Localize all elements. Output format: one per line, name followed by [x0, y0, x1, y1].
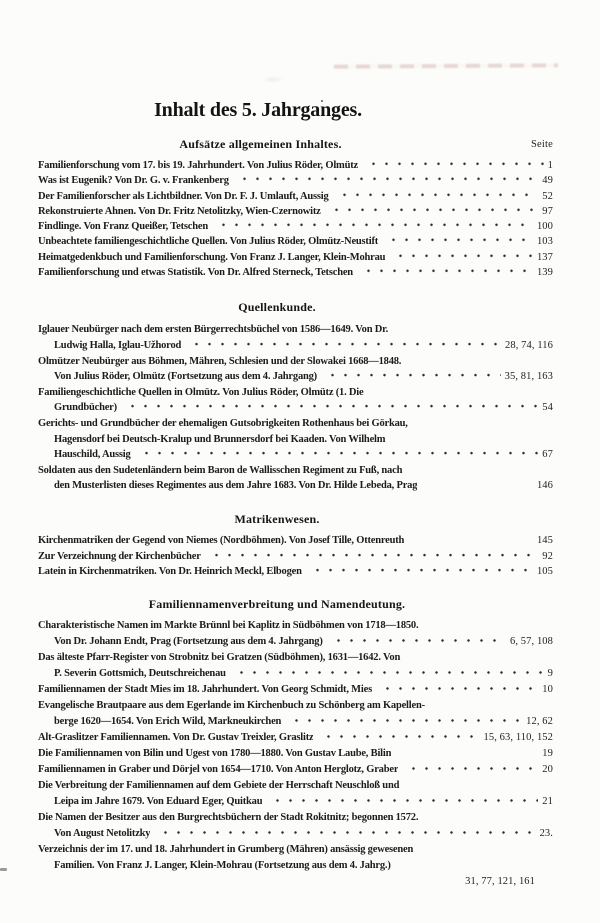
toc-line — [38, 158, 553, 173]
toc-line: Gerichts- und Grundbücher der ehemaligen Gutsobrigkeiten Rothenhaus bei Görkau, — [38, 417, 408, 429]
toc-line — [38, 666, 553, 682]
toc-entries — [38, 322, 553, 494]
toc-line — [38, 549, 553, 565]
title-block — [38, 0, 553, 123]
entry-text: Familienforschung vom 17. bis 19. Jahrhundert. Von Julius Röder, Olmütz — [38, 160, 359, 171]
dot-leader — [328, 204, 539, 219]
dot-leader — [138, 447, 539, 463]
toc-section — [38, 299, 553, 494]
entry-text: Hauschild, Aussig — [54, 449, 131, 461]
toc-line — [38, 762, 553, 778]
page-number: 20 — [542, 763, 553, 775]
toc-line — [38, 204, 553, 219]
dot-leader — [288, 714, 522, 730]
page-number: 23. — [539, 827, 553, 839]
dot-leader — [392, 250, 533, 265]
entry-text: den Musterlisten dieses Regimentes aus dem Jahre 1683. Von Dr. Hilde Lebeda, Prag — [54, 480, 418, 492]
dot-leader — [324, 369, 501, 385]
dot-leader — [360, 265, 533, 280]
entry-text: Grundbücher) — [54, 402, 117, 414]
page-number: 19 — [542, 747, 553, 759]
page-number: 97 — [542, 205, 553, 217]
page-number: 1 — [547, 160, 553, 171]
dot-leader — [424, 478, 533, 494]
dot-leader — [236, 173, 539, 188]
entry-text: Alt-Graslitzer Familiennamen. Von Dr. Gustav Treixler, Graslitz — [38, 731, 314, 743]
toc-section — [38, 596, 553, 890]
toc-line: Die Verbreitung der Familiennamen auf dem Gebiete der Herrschaft Neuschloß und — [38, 779, 400, 791]
toc-line — [38, 400, 553, 416]
section-heading: Aufsätze allgemeinen Inhaltes. — [179, 137, 342, 151]
page-number: 137 — [536, 251, 553, 263]
entry-text: P. Severin Gottsmich, Deutschreichenau — [54, 667, 226, 679]
text-column — [38, 0, 553, 890]
entry-text: Familiennamen der Stadt Mies im 18. Jahrhundert. Von Georg Schmidt, Mies — [38, 683, 372, 695]
dot-leader — [157, 826, 535, 842]
page-number: 52 — [542, 190, 553, 202]
toc-sections — [38, 136, 553, 890]
dot-leader — [309, 564, 533, 580]
page-number-line: 31, 77, 121, 161 — [465, 875, 535, 887]
dot-leader — [379, 682, 538, 698]
toc-line: Charakteristische Namen im Markte Brünnl bei Kaplitz in Südböhmen von 1718—1850. — [38, 619, 419, 631]
toc-section — [38, 511, 553, 580]
toc-line — [38, 794, 553, 810]
page-number: 100 — [536, 221, 553, 233]
entry-text: Unbeachtete familiengeschichtliche Quellen. Von Julius Röder, Olmütz-Neustift — [38, 236, 379, 248]
toc-line — [38, 173, 553, 188]
dot-leader — [215, 219, 533, 234]
toc-line — [38, 634, 553, 650]
dot-leader — [124, 400, 538, 416]
toc-line — [38, 714, 553, 730]
entry-text: Von Dr. Johann Endt, Prag (Fortsetzung aus dem 4. Jahrgang) — [54, 635, 323, 647]
entry-text: Leipa im Jahre 1679. Von Eduard Eger, Quitkau — [54, 795, 263, 807]
entry-text: Familiennamen in Graber und Dörjel von 1654—1710. Von Anton Herglotz, Graber — [38, 763, 399, 775]
entry-text: Zur Verzeichnung der Kirchenbücher — [38, 550, 201, 562]
entry-text: Von Julius Röder, Olmütz (Fortsetzung aus dem 4. Jahrgang) — [54, 371, 317, 383]
page-column-label: Seite — [531, 139, 553, 150]
toc-section — [38, 136, 553, 280]
toc-line: Olmützer Neubürger aus Böhmen, Mähren, Schlesien und der Slowakei 1668—1848. — [38, 355, 402, 367]
toc-line — [38, 730, 553, 746]
entry-text: Familienforschung und etwas Statistik. Von Dr. Alfred Sterneck, Tetschen — [38, 267, 353, 279]
section-heading-row — [38, 511, 553, 526]
scan-edge-mark-artifact — [0, 868, 7, 871]
toc-line — [38, 234, 553, 249]
toc-entries — [38, 618, 553, 890]
toc-line — [38, 250, 553, 265]
toc-line: Familien. Von Franz J. Langer, Klein-Mohrau (Fortsetzung aus dem 4. Jahrg.) — [54, 859, 391, 871]
toc-line — [38, 219, 553, 234]
toc-line: Evangelische Brautpaare aus dem Egerlande im Kirchenbuch zu Schönberg am Kapellen- — [38, 699, 425, 711]
toc-line: Iglauer Neubürger nach dem ersten Bürgerrechtsbüchel von 1586—1649. Von Dr. — [38, 324, 389, 336]
section-heading-row — [38, 596, 553, 611]
toc-line — [38, 682, 553, 698]
page-number: 9 — [547, 667, 553, 679]
toc-line: Soldaten aus den Sudetenländern beim Baron de Wallisschen Regiment zu Fuß, nach — [38, 464, 403, 476]
page-number: 28, 74, 116 — [505, 339, 553, 351]
page-number: 35, 81, 163 — [504, 371, 553, 383]
toc-line: Verzeichnis der im 17. und 18. Jahrhundert in Grumberg (Mähren) ansässig gewesenen — [38, 843, 414, 855]
dot-leader — [269, 794, 538, 810]
dot-leader — [320, 730, 479, 746]
section-heading-row — [38, 136, 553, 151]
dot-leader — [411, 533, 533, 549]
page-number: 92 — [542, 550, 553, 562]
dot-leader — [188, 338, 501, 354]
dot-leader — [405, 762, 538, 778]
page-number: 103 — [536, 236, 553, 248]
entry-text: Ludwig Halla, Iglau-Užhorod — [54, 339, 182, 351]
toc-line — [38, 826, 553, 842]
page-number: 146 — [536, 480, 553, 492]
entry-text: Kirchenmatriken der Gegend von Niemes (Nordböhmen). Von Josef Tille, Ottenreuth — [38, 534, 405, 546]
page-number: 105 — [536, 566, 553, 578]
dot-leader — [365, 158, 544, 173]
page-number: 139 — [536, 267, 553, 279]
entry-text: Rekonstruierte Ahnen. Von Dr. Fritz Netolitzky, Wien-Czernowitz — [38, 205, 321, 217]
dot-leader — [233, 666, 544, 682]
entry-text: Von August Netolitzky — [54, 827, 151, 839]
toc-line — [38, 564, 553, 580]
toc-line — [38, 478, 553, 494]
page-number: 145 — [536, 534, 553, 546]
entry-text: Findlinge. Von Franz Queißer, Tetschen — [38, 221, 208, 233]
section-heading: Quellenkunde. — [238, 300, 316, 315]
toc-line — [38, 447, 553, 463]
page-number: 12, 62 — [526, 715, 553, 727]
toc-line — [38, 746, 553, 762]
toc-line — [38, 369, 553, 385]
entry-text: Heimatgedenkbuch und Familienforschung. Von Franz J. Langer, Klein-Mohrau — [38, 251, 386, 263]
dot-leader — [330, 634, 506, 650]
dot-leader — [208, 549, 539, 565]
section-heading: Matrikenwesen. — [234, 511, 320, 526]
toc-line — [38, 189, 553, 204]
toc-line — [38, 533, 553, 549]
entry-text: Der Familienforscher als Lichtbildner. Von Dr. F. J. Umlauft, Aussig — [38, 190, 329, 202]
toc-line: Hagensdorf bei Deutsch-Kralup und Brunnersdorf bei Kaaden. Von Wilhelm — [54, 433, 386, 445]
toc-entries — [38, 533, 553, 580]
dot-leader — [336, 189, 539, 204]
toc-line: Die Namen der Besitzer aus den Burgrechtsbüchern der Stadt Rokitnitz; begonnen 1572. — [38, 811, 419, 823]
entry-text: Was ist Eugenik? Von Dr. G. v. Frankenberg — [38, 175, 229, 187]
entry-text: Die Familiennamen von Bilin und Ugest von 1780—1880. Von Gustav Laube, Bilin — [38, 747, 392, 759]
page-number: 67 — [542, 449, 553, 461]
toc-line: Familiengeschichtliche Quellen in Olmütz. Von Julius Röder, Olmütz (1. Die — [38, 386, 364, 398]
page-number: 49 — [542, 175, 553, 187]
page-number: 10 — [542, 683, 553, 695]
section-heading-row — [38, 299, 553, 314]
toc-line: Das älteste Pfarr-Register von Strobnitz bei Gratzen (Südböhmen), 1631—1642. Von — [38, 651, 401, 663]
entry-text: berge 1620—1654. Von Erich Wild, Markneukirchen — [54, 715, 282, 727]
page-number: 15, 63, 110, 152 — [483, 731, 553, 743]
page-number: 54 — [542, 402, 553, 414]
page-number: 21 — [542, 795, 553, 807]
toc-line — [38, 265, 553, 280]
section-heading: Familiennamenverbreitung und Namendeutung. — [148, 596, 406, 611]
dot-leader — [385, 234, 533, 249]
entry-text: Latein in Kirchenmatriken. Von Dr. Heinrich Meckl, Elbogen — [38, 566, 302, 578]
dot-leader — [398, 746, 538, 762]
page-number: 6, 57, 108 — [510, 635, 553, 647]
page-title: Inhalt des 5. Jahrganges. — [154, 99, 362, 121]
toc-line — [38, 338, 553, 354]
toc-entries — [38, 158, 553, 280]
